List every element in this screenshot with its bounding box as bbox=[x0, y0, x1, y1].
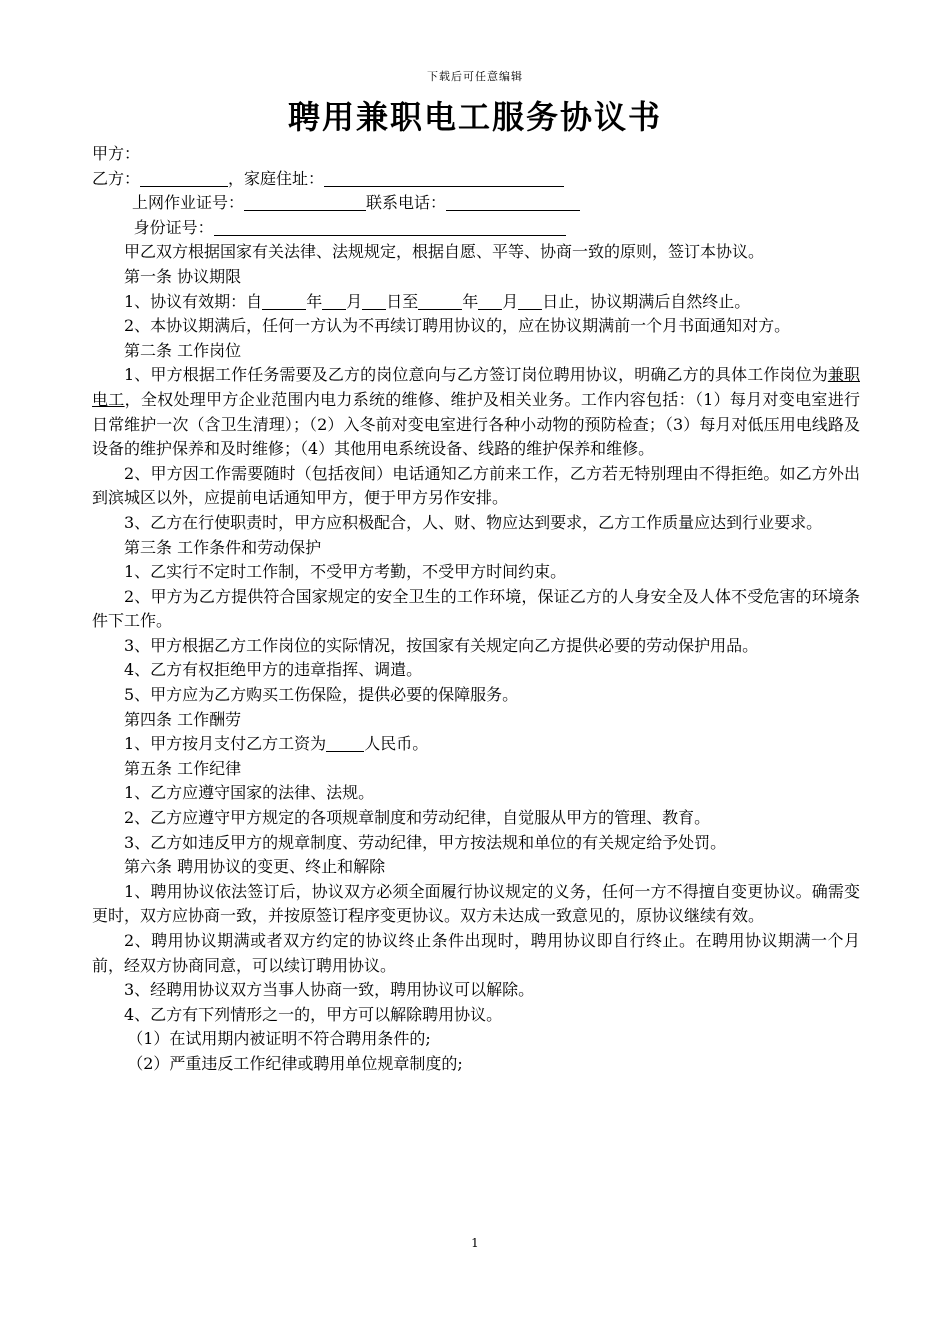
article-6-sub-2: （2）严重违反工作纪律或聘用单位规章制度的; bbox=[127, 1053, 463, 1073]
article-4-item-1 bbox=[92, 732, 860, 757]
end-year-label: 年 bbox=[462, 291, 479, 311]
term-text-start: 1、协议有效期：自 bbox=[124, 291, 263, 311]
article-4-title: 第四条 工作酬劳 bbox=[124, 709, 242, 729]
party-a-line bbox=[92, 142, 860, 167]
article-1-item-2: 2、本协议期满后，任何一方认为不再续订聘用协议的，应在协议期满前一个月书面通知对方。 bbox=[124, 316, 791, 336]
id-blank bbox=[214, 219, 566, 236]
id-label: 身份证号： bbox=[133, 217, 214, 237]
id-line bbox=[92, 216, 860, 241]
article-2-item-3: 3、乙方在行使职责时，甲方应积极配合，人、财、物应达到要求，乙方工作质量应达到行业要求。 bbox=[124, 512, 823, 532]
article-5-item-1: 1、乙方应遵守国家的法律、法规。 bbox=[124, 783, 375, 803]
cert-label: 上网作业证号： bbox=[132, 193, 245, 213]
article-1-item-1 bbox=[92, 290, 860, 315]
party-b-name-blank bbox=[140, 170, 228, 187]
article-6-sub-1: （1）在试用期内被证明不符合聘用条件的; bbox=[127, 1029, 431, 1049]
job-text-start: 1、甲方根据工作任务需要及乙方的岗位意向与乙方签订岗位聘用协议，明确乙方的具体工作岗位为 bbox=[124, 365, 828, 385]
article-6-item-1: 1、聘用协议依法签订后，协议双方必须全面履行协议规定的义务，任何一方不得擅自变更协议。确需变更时，双方应协商一致，并按原签订程序变更协议。双方未达成一致意见的，原协议继续有效。 bbox=[92, 881, 860, 926]
month-label: 月 bbox=[346, 291, 363, 311]
salary-text-start: 1、甲方按月支付乙方工资为 bbox=[124, 734, 327, 754]
phone-label: 联系电话： bbox=[366, 193, 447, 213]
job-title-underlined: 兼职电工 bbox=[92, 365, 860, 409]
header-note: 下载后可任意编辑 bbox=[427, 70, 523, 83]
address-blank bbox=[324, 170, 564, 187]
party-b-label: 乙方： bbox=[92, 168, 141, 188]
party-b-line bbox=[92, 167, 860, 192]
end-year-blank bbox=[418, 293, 462, 310]
article-3-item-4: 4、乙方有权拒绝甲方的违章指挥、调遣。 bbox=[124, 660, 423, 680]
address-label: ，家庭住址： bbox=[228, 168, 325, 188]
article-3-item-2: 2、甲方为乙方提供符合国家规定的安全卫生的工作环境，保证乙方的人身安全及人体不受危害的环境条件下工作。 bbox=[92, 586, 860, 631]
document-body bbox=[92, 142, 860, 1077]
article-6-title: 第六条 聘用协议的变更、终止和解除 bbox=[124, 857, 386, 877]
article-1-title: 第一条 协议期限 bbox=[124, 266, 242, 286]
article-2-item-2: 2、甲方因工作需要随时（包括夜间）电话通知乙方前来工作，乙方若无特别理由不得拒绝。如乙方外出到滨城区以外，应提前电话通知甲方，便于甲方另作安排。 bbox=[92, 463, 860, 508]
article-3-title: 第三条 工作条件和劳动保护 bbox=[124, 537, 322, 557]
article-3-item-5: 5、甲方应为乙方购买工伤保险，提供必要的保障服务。 bbox=[124, 685, 519, 705]
party-a-label: 甲方： bbox=[92, 144, 141, 163]
document-title: 聘用兼职电工服务协议书 bbox=[287, 98, 662, 136]
cert-line bbox=[92, 191, 860, 216]
article-6-item-3: 3、经聘用协议双方当事人协商一致，聘用协议可以解除。 bbox=[124, 980, 535, 1000]
start-month-blank bbox=[322, 293, 346, 310]
salary-text-end: 人民币。 bbox=[364, 734, 429, 754]
end-month-blank bbox=[478, 293, 502, 310]
article-2-title: 第二条 工作岗位 bbox=[124, 340, 242, 360]
intro-paragraph: 甲乙双方根据国家有关法律、法规规定，根据自愿、平等、协商一致的原则，签订本协议。 bbox=[124, 242, 765, 262]
article-5-item-2: 2、乙方应遵守甲方规定的各项规章制度和劳动纪律，自觉服从甲方的管理、教育。 bbox=[124, 808, 711, 828]
article-5-title: 第五条 工作纪律 bbox=[124, 758, 242, 778]
cert-blank bbox=[244, 194, 366, 211]
page-number: 1 bbox=[471, 1236, 479, 1250]
article-6-item-4: 4、乙方有下列情形之一的，甲方可以解除聘用协议。 bbox=[124, 1004, 503, 1024]
article-2-item-1 bbox=[92, 363, 860, 461]
article-5-item-3: 3、乙方如违反甲方的规章制度、劳动纪律，甲方按法规和单位的有关规定给予处罚。 bbox=[124, 832, 727, 852]
end-month-label: 月 bbox=[502, 291, 519, 311]
day-to-label: 日至 bbox=[386, 291, 419, 311]
start-year-blank bbox=[262, 293, 306, 310]
start-day-blank bbox=[362, 293, 386, 310]
salary-blank bbox=[326, 735, 364, 752]
article-3-item-3: 3、甲方根据乙方工作岗位的实际情况，按国家有关规定向乙方提供必要的劳动保护用品。 bbox=[124, 635, 759, 655]
term-text-end: 日止，协议期满后自然终止。 bbox=[542, 291, 751, 311]
article-3-item-1: 1、乙实行不定时工作制，不受甲方考勤，不受甲方时间约束。 bbox=[124, 562, 567, 582]
end-day-blank bbox=[518, 293, 542, 310]
job-text-rest: ，全权处理甲方企业范围内电力系统的维修、维护及相关业务。工作内容包括：（1）每月对变电室进行日常维护一次（含卫生清理）；（2）入冬前对变电室进行各种小动物的预防检查；（3）每月对低压用电线路及设备的维护保养和及时维修；（4）其他用电系统设备、线路的维护保养和维修。 bbox=[92, 389, 860, 459]
article-6-item-2: 2、聘用协议期满或者双方约定的协议终止条件出现时，聘用协议即自行终止。在聘用协议期满一个月前，经双方协商同意，可以续订聘用协议。 bbox=[92, 931, 860, 975]
year-label: 年 bbox=[306, 291, 323, 311]
phone-blank bbox=[446, 194, 580, 211]
